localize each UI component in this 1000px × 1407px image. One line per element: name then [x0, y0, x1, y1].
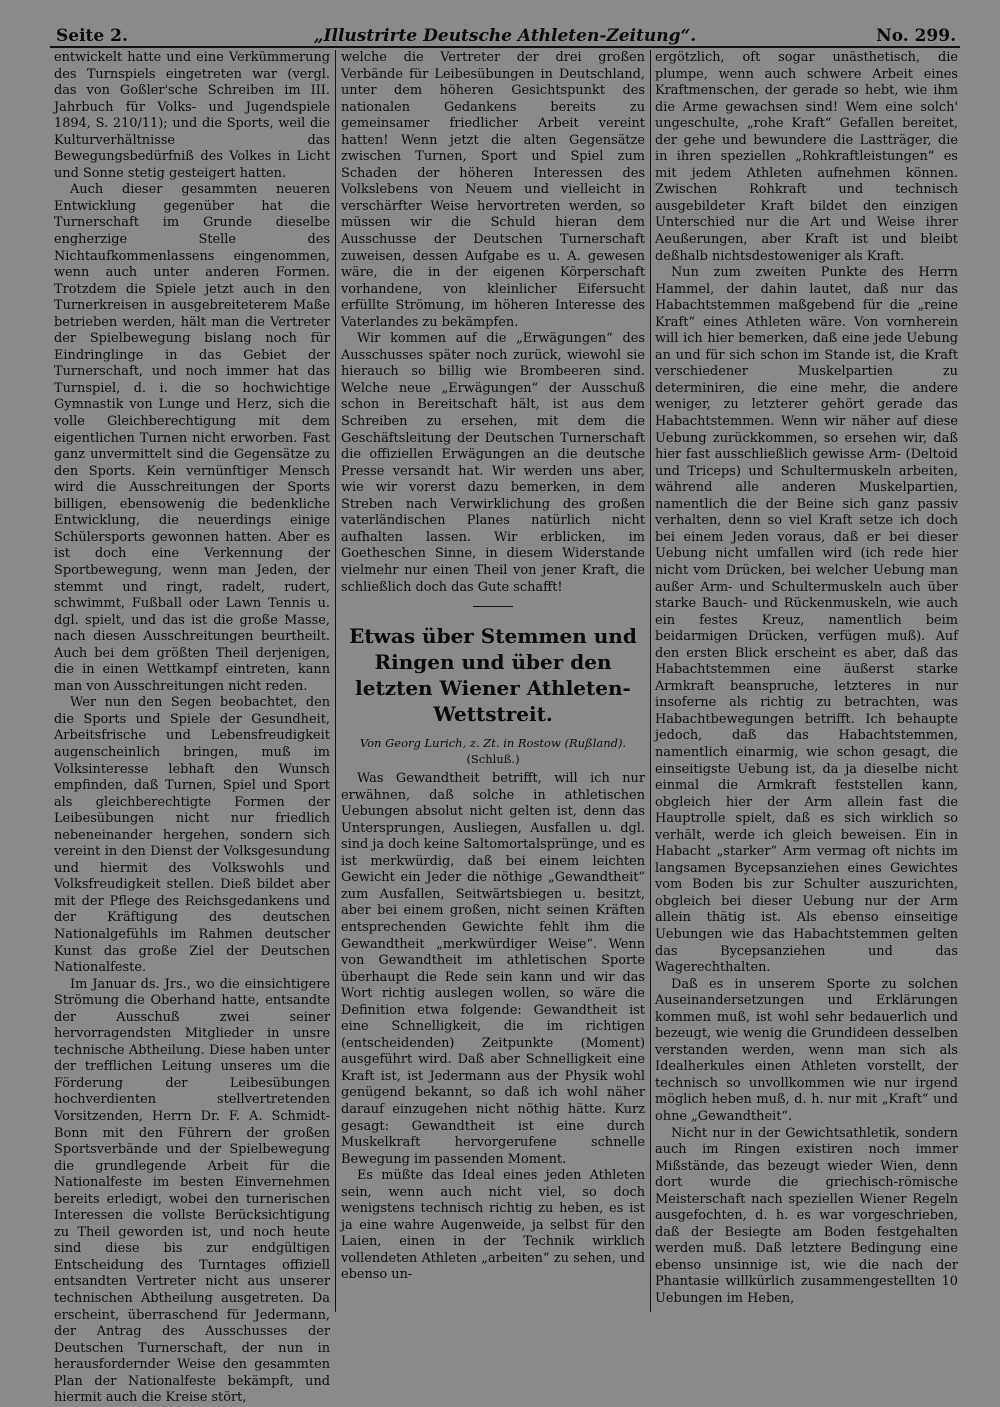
paragraph: Nicht nur in der Gewichtsathletik, sondern auch im Ringen existiren noch immer Mißstände, das bezeugt wieder Wien, denn dort wurde die griechisch-römische Meisterschaft nach speziellen Wiener Regeln ausgefochten, d. h. es war vorgeschrieben, daß der Besiegte am Boden festgehalten werden muß. Daß letztere Bedingung eine ebenso unsinnige ist, wie die nach der Phantasie willkürlich zusammengestellten 10 Uebungen im Heben,	[655, 1125, 958, 1307]
column-divider	[335, 50, 336, 1312]
paragraph: Auch dieser gesammten neueren Entwicklung gegenüber hat die Turnerschaft im Grunde dieselbe engherzige Stelle des Nichtaufkommenlassens eingenommen, wenn auch unter anderen Formen. Trotzdem die Spiele jetzt auch in den Turnerkreisen in ausgebreiteterem Maße betrieben werden, hält man die Vertreter der Spielbewegung bislang noch für Eindringlinge in das Gebiet der Turnerschaft, und noch immer hat das Turnspiel, d. i. die so hochwichtige Gymnastik von Lunge und Herz, sich die volle Gleichberechtigung mit dem eigentlichen Turnen nicht erworben. Fast ganz unvermittelt sind die Gegensätze zu den Sports. Kein vernünftiger Mensch wird die Ausschreitungen der Sports billigen, ebensowenig die bedenkliche Entwicklung, die neuerdings einige Schülersports gewonnen hatten. Aber es ist doch eine Verkennung der Sportbewegung, wenn man Jeden, der stemmt und ringt, radelt, rudert, schwimmt, Fußball oder Lawn Tennis u. dgl. spielt, und das ist die große Masse, nach diesen Ausschreitungen beurtheilt. Auch bei dem größten Theil derjenigen, die in einen Wettkampf eintreten, kann man von Ausschreitungen nicht reden.	[54, 182, 330, 694]
article-separator	[473, 606, 513, 607]
article-byline: Von Georg Lurich, z. Zt. in Rostow (Rußland).	[359, 736, 627, 751]
column-3	[655, 50, 958, 1312]
paragraph: Daß es in unserem Sporte zu solchen Auseinandersetzungen und Erklärungen kommen muß, ist wohl sehr bedauerlich und bezeugt, wie wenig die Grundideen desselben verstanden werden, wenn man sich als Idealherkules einen Athleten vorstellt, der technisch so unvollkommen wie nur irgend möglich heben muß, d. h. nur mit „Kraft“ und ohne „Gewandtheit“.	[655, 976, 958, 1124]
column-divider	[650, 50, 651, 1312]
issue-number: No. 299.	[876, 26, 956, 46]
paragraph: Im Januar ds. Jrs., wo die einsichtigere Strömung die Oberhand hatte, entsandte der Ausschuß zwei seiner hervorragendsten Mitglieder in unsre technische Abtheilung. Diese haben unter der trefflichen Leitung unseres um die Förderung der Leibesübungen hochverdienten stellvertretenden Vorsitzenden, Herrn Dr. F. A. Schmidt-Bonn mit den Führern der großen Sportsverbände und der Spielbewegung die grundlegende Arbeit für die Nationalfeste im besten Einvernehmen bereits erledigt, wobei den turnerischen Interessen die vollste Berücksichtigung zu Theil geworden ist, und noch heute sind diese bis zur endgültigen Entscheidung des Turntages offiziell entsandten Vertreter nicht aus unserer technischen Abtheilung ausgetreten. Da erscheint, überraschend für Jedermann, der Antrag des Ausschusses der Deutschen Turnerschaft, der nun in herausfordernder Weise den gesammten Plan der Nationalfeste bekämpft, und hiermit auch die Kreise stört,	[54, 976, 330, 1406]
page-number: Seite 2.	[56, 26, 128, 46]
paragraph: Wer nun den Segen beobachtet, den die Sports und Spiele der Gesundheit, Arbeitsfrische und Lebensfreudigkeit augenscheinlich bringen, muß im Volksinteresse lebhaft den Wunsch empfinden, daß Turnen, Spiel und Sport als gleichberechtigte Formen der Leibesübungen nicht nur friedlich nebeneinander hergehen, sondern sich vereint in den Dienst der Volksgesundung und hiermit des Volkswohls und Volksfreudigkeit stellen. Dieß bildet aber mit der Pflege des Reichsgedankens und der Kräftigung des deutschen Nationalgefühls im Rahmen deutscher Kunst das große Ziel der Deutschen Nationalfeste.	[54, 695, 330, 976]
masthead	[50, 22, 960, 48]
article-continuation: (Schluß.)	[466, 752, 520, 767]
paragraph: Was Gewandtheit betrifft, will ich nur erwähnen, daß solche in athletischen Uebungen absolut nicht gelten ist, denn das Untersprungen, Ausliegen, Ausfallen u. dgl. sind ja doch keine Saltomortalsprünge, und es ist merkwürdig, daß bei einem leichten Gewicht ein Jeder die nöthige „Gewandtheit“ zum Ausfallen, Seitwärtsbiegen u. besitzt, aber bei einem großen, nicht seinen Kräften entsprechenden Gewichte fehlt ihm die Gewandtheit „merkwürdiger Weise“. Wenn von Gewandtheit im athletischen Sporte überhaupt die Rede sein kann und wir das Wort richtig auslegen wollen, so wäre die Definition etwa folgende: Gewandtheit ist eine Schnelligkeit, die im richtigen (entscheidenden) Zeitpunkte (Moment) ausgeführt wird. Daß aber Schnelligkeit eine Kraft ist, ist Jedermann aus der Physik wohl genügend bekannt, so daß ich wohl näher darauf einzugehen nicht nöthig hätte. Kurz gesagt: Gewandtheit ist eine durch Muskelkraft hervorgerufene schnelle Bewegung im passenden Moment.	[341, 771, 646, 1167]
column-2	[341, 50, 645, 1312]
paragraph: welche die Vertreter der drei großen Verbände für Leibesübungen in Deutschland, unter dem höheren Gesichtspunkt des nationalen Gedankens bereits zu gemeinsamer friedlicher Arbeit vereint hatten! Wenn jetzt die alten Gegensätze zwischen Turnen, Sport und Spiel zum Schaden der höheren Interessen des Volkslebens von Neuem und vielleicht in verschärfter Weise hervortreten werden, so müssen wir die Schuld hieran dem Ausschusse der Deutschen Turnerschaft zuweisen, dessen Aufgabe es u. A. gewesen wäre, die in der eigenen Körperschaft vorhandene, von kleinlicher Eifersucht erfüllte Strömung, im höheren Interesse des Vaterlandes zu bekämpfen.	[341, 50, 645, 330]
paragraph: Es müßte das Ideal eines jeden Athleten sein, wenn auch nicht viel, so doch wenigstens technisch richtig zu heben, es ist ja eine wahre Augenweide, ja selbst für den Laien, einen in der Technik wirklich vollendeten Athleten „arbeiten“ zu sehen, und ebenso un-	[341, 1168, 645, 1283]
article-headline: Etwas über Stemmen und Ringen und über den letzten Wiener Athleten-Wettstreit.	[349, 624, 637, 727]
paragraph: Wir kommen auf die „Erwägungen“ des Ausschusses später noch zurück, wiewohl sie hierauch so billig wie Brombeeren sind. Welche neue „Erwägungen“ der Ausschuß schon in Bereitschaft hält, ist aus dem Schreiben zu ersehen, mit dem die Geschäftsleitung der Deutschen Turnerschaft die offiziellen Erwägungen an die deutsche Presse versandt hat. Wir werden uns aber, wie wir vorerst dazu bemerken, in dem Streben nach Verwirklichung des großen vaterländischen Planes natürlich nicht aufhalten lassen. Wir erblicken, im Goetheschen Sinne, in diesem Widerstande vielmehr nur einen Theil von jener Kraft, die schließlich doch das Gute schafft!	[341, 331, 645, 595]
paragraph: ergötzlich, oft sogar unästhetisch, die plumpe, wenn auch schwere Arbeit eines Kraftmenschen, der gerade so hebt, wie ihm die Arme gewachsen sind! Wem eine solch' ungeschulte, „rohe Kraft“ Gefallen bereitet, der gehe und bewundere die Lastträger, die in ihren speziellen „Rohkraftleistungen“ es mit jedem Athleten aufnehmen können. Zwischen Rohkraft und technisch ausgebildeter Kraft bildet den einzigen Unterschied nur die Art und Weise ihrer Aeußerungen, aber Kraft ist und bleibt deßhalb nichtsdestoweniger als Kraft.	[655, 50, 958, 264]
paragraph: entwickelt hatte und eine Verkümmerung des Turnspiels eingetreten war (vergl. das von Goßler'sche Schreiben im III. Jahrbuch für Volks- und Jugendspiele 1894, S. 210/11); und die Sports, weil die Kulturverhältnisse das Bewegungsbedürfniß des Volkes in Licht und Sonne stetig gesteigert hatten.	[54, 50, 330, 181]
column-1	[54, 50, 330, 1406]
header-rule	[50, 46, 960, 48]
paragraph: Nun zum zweiten Punkte des Herrn Hammel, der dahin lautet, daß nur das Habachtstemmen maßgebend für die „reine Kraft“ eines Athleten wäre. Von vornherein will ich hier bemerken, daß eine jede Uebung an und für sich schon im Stande ist, die Kraft verschiedener Muskelpartien zu determiniren, die eine mehr, die andere weniger, zu letzterer gehört gerade das Habachtstemmen. Wenn wir näher auf diese Uebung zurückkommen, so ersehen wir, daß hier fast ausschließlich gewisse Arm- (Deltoid und Triceps) und Schultermuskeln arbeiten, während alle anderen Muskelpartien, namentlich die der Beine sich ganz passiv verhalten, denn so viel Kraft setze ich doch bei einem Jeden voraus, daß er bei dieser Uebung nicht umfallen wird (ich rede hier nicht vom Drücken, bei welcher Uebung man außer Arm- und Schultermuskeln auch über starke Bauch- und Rückenmuskeln, wie auch ein festes Kreuz, namentlich beim beidarmigen Drücken, verfügen muß). Auf den ersten Blick erscheint es aber, daß das Habachtstemmen eine äußerst starke Armkraft beanspruche, letzteres in nur insoferne als richtig zu betrachten, was Habachtbewegungen betrifft. Ich behaupte jedoch, daß das Habachtstemmen, namentlich einarmig, wie schon gesagt, die einseitigste Uebung ist, da ja dieselbe nicht einmal die Armkraft feststellen kann, obgleich hier der Arm allein fast die Hauptrolle spielt, daß es sich wirklich so verhält, werde ich gleich beweisen. Ein in Habacht „starker“ Arm vermag oft nichts im langsamen Bycepsanziehen eines Gewichtes vom Boden bis zur Schulter auszurichten, obgleich bei dieser Uebung nur der Arm allein thätig ist. Als ebenso einseitige Uebungen wie das Habachtstemmen gelten das Bycepsanziehen und das Wagerechthalten.	[655, 265, 958, 976]
newspaper-title: „Illustrirte Deutsche Athleten-Zeitung“.	[313, 26, 697, 46]
